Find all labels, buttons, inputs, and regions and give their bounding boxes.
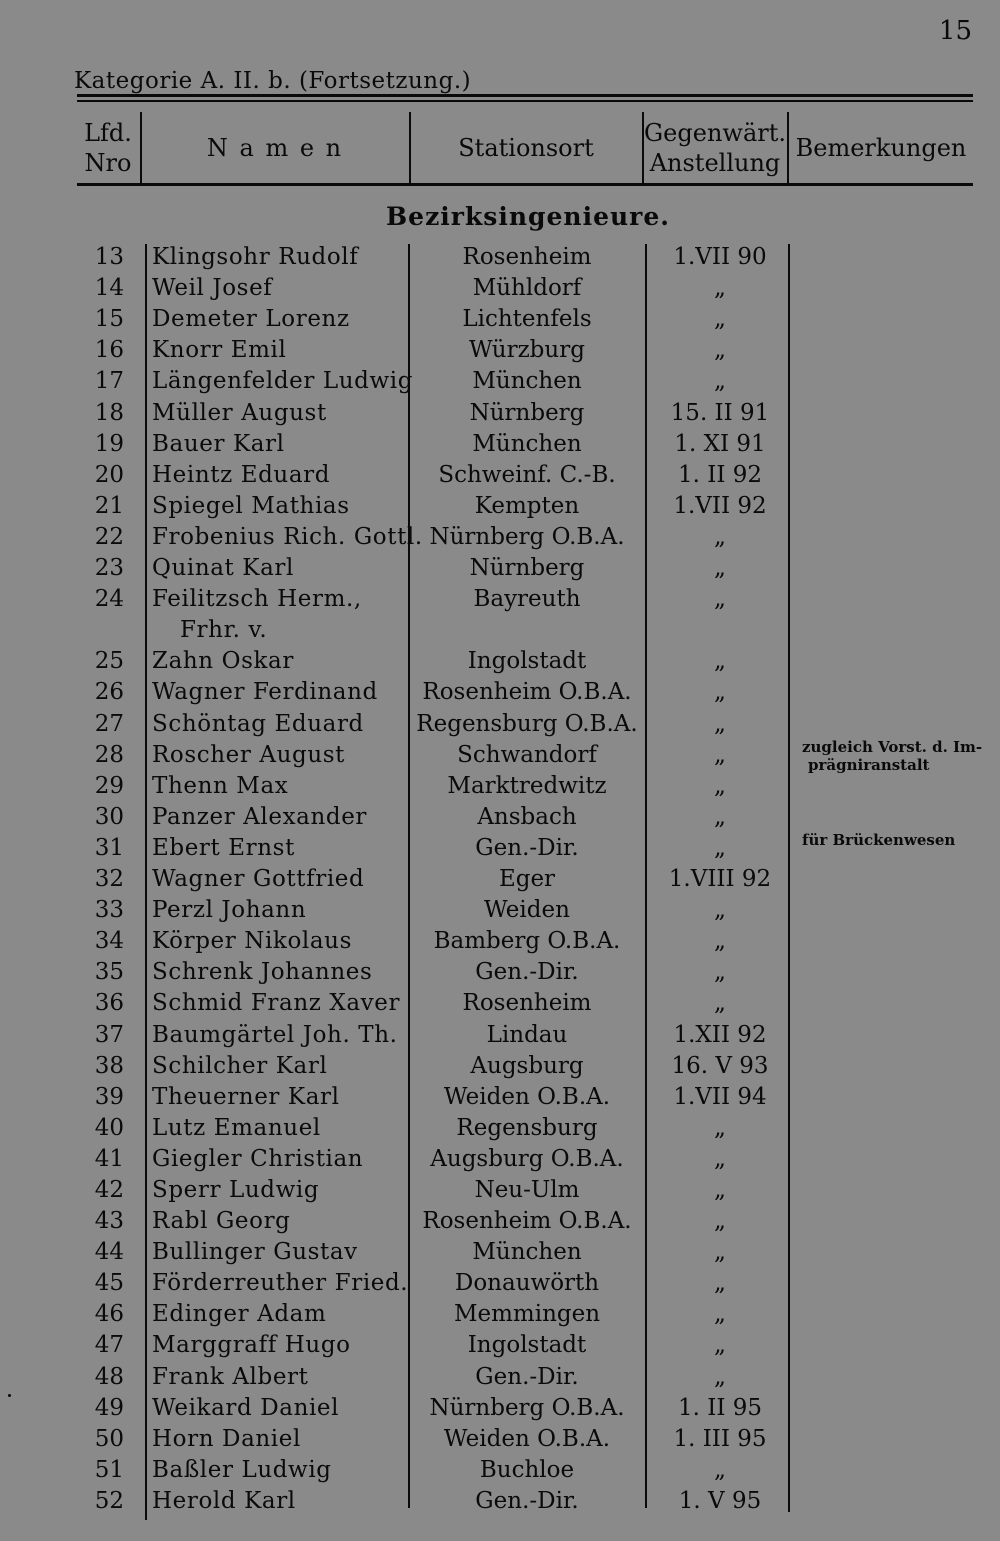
table-row: [0, 491, 1000, 522]
category-caption: Kategorie A. II. b. (Fortsetzung.): [74, 68, 472, 94]
row-station: Bamberg O.B.A.: [433, 928, 621, 954]
row-date: „: [714, 679, 726, 705]
row-number: 42: [94, 1177, 124, 1203]
header-date: [644, 112, 786, 184]
header-name: N a m e n: [206, 134, 344, 162]
row-station: Gen.-Dir.: [475, 1488, 579, 1514]
row-station: Mühldorf: [472, 275, 582, 301]
table-row: [0, 677, 1000, 708]
row-name: Bullinger Gustav: [152, 1239, 358, 1265]
row-number: 22: [94, 524, 124, 550]
table-row: [0, 1144, 1000, 1175]
table-row: [0, 709, 1000, 740]
row-station: München: [472, 368, 582, 394]
table-row: [0, 1299, 1000, 1330]
row-date: „: [714, 306, 726, 332]
row-name: Perzl Johann: [152, 897, 307, 923]
row-station: Weiden: [484, 897, 570, 923]
row-number: 50: [94, 1426, 124, 1452]
row-station: Gen.-Dir.: [475, 1364, 579, 1390]
row-station: Marktredwitz: [447, 773, 607, 799]
margin-speck: [8, 1394, 11, 1397]
row-name: Bauer Karl: [152, 431, 285, 457]
table-row: [0, 1082, 1000, 1113]
table-row: [0, 1020, 1000, 1051]
row-number: 15: [94, 306, 124, 332]
row-date: „: [714, 1146, 726, 1172]
row-remark-continued: prägniranstalt: [808, 756, 930, 774]
row-date: „: [714, 555, 726, 581]
row-name: Weikard Daniel: [152, 1395, 340, 1421]
row-name: Thenn Max: [152, 773, 289, 799]
row-date: 1.VII 92: [673, 493, 767, 519]
row-number: 18: [94, 400, 124, 426]
table-row: [0, 1268, 1000, 1299]
header-nr-line1: Lfd.: [84, 119, 132, 147]
row-date: 16. V 93: [671, 1053, 769, 1079]
row-number: 20: [94, 462, 124, 488]
row-date: 1.VIII 92: [668, 866, 772, 892]
row-name: Demeter Lorenz: [152, 306, 350, 332]
header-station: Stationsort: [458, 134, 594, 162]
table-row: [0, 304, 1000, 335]
row-number: 47: [94, 1332, 124, 1358]
table-row: [0, 273, 1000, 304]
row-date: 1.VII 94: [673, 1084, 767, 1110]
row-name: Baumgärtel Joh. Th.: [152, 1022, 398, 1048]
row-station: Nürnberg O.B.A.: [429, 524, 625, 550]
row-name: Lutz Emanuel: [152, 1115, 321, 1141]
table-row: [0, 460, 1000, 491]
row-number: 32: [94, 866, 124, 892]
row-number: 48: [94, 1364, 124, 1390]
row-station: Würzburg: [469, 337, 585, 363]
row-date: „: [714, 368, 726, 394]
row-station: Neu-Ulm: [474, 1177, 580, 1203]
row-name: Schmid Franz Xaver: [152, 990, 401, 1016]
table-row: [0, 1486, 1000, 1517]
row-name: Zahn Oskar: [152, 648, 294, 674]
row-station: Regensburg: [456, 1115, 598, 1141]
row-number: 24: [94, 586, 124, 612]
row-date: „: [714, 1301, 726, 1327]
row-station: Nürnberg O.B.A.: [429, 1395, 625, 1421]
row-number: 35: [94, 959, 124, 985]
table-row: [0, 646, 1000, 677]
section-title: Bezirksingenieure.: [386, 202, 670, 231]
row-number: 26: [94, 679, 124, 705]
row-name: Panzer Alexander: [152, 804, 368, 830]
row-name: Frank Albert: [152, 1364, 309, 1390]
row-station: Schwandorf: [457, 742, 597, 768]
row-date: „: [714, 1115, 726, 1141]
table-row: [0, 1424, 1000, 1455]
row-station: Weiden O.B.A.: [443, 1426, 611, 1452]
row-date: „: [714, 897, 726, 923]
row-name: Ebert Ernst: [152, 835, 295, 861]
row-number: 39: [94, 1084, 124, 1110]
row-name: Edinger Adam: [152, 1301, 327, 1327]
row-name: Baßler Ludwig: [152, 1457, 332, 1483]
row-number: 25: [94, 648, 124, 674]
row-number: 38: [94, 1053, 124, 1079]
row-date: „: [714, 804, 726, 830]
row-station: München: [472, 1239, 582, 1265]
row-station: Memmingen: [453, 1301, 601, 1327]
table-row: [0, 1393, 1000, 1424]
row-name: Förderreuther Fried.: [152, 1270, 409, 1296]
row-date: „: [714, 990, 726, 1016]
row-name: Spiegel Mathias: [152, 493, 350, 519]
row-name: Giegler Christian: [152, 1146, 364, 1172]
row-name: Knorr Emil: [152, 337, 287, 363]
row-date: „: [714, 275, 726, 301]
row-station: Bayreuth: [473, 586, 581, 612]
row-station: Nürnberg: [469, 555, 585, 581]
row-station: Buchloe: [479, 1457, 575, 1483]
row-station: Eger: [498, 866, 556, 892]
row-name: Heintz Eduard: [152, 462, 331, 488]
row-station: Augsburg O.B.A.: [430, 1146, 624, 1172]
table-row: [0, 366, 1000, 397]
row-number: 40: [94, 1115, 124, 1141]
row-station: Rosenheim: [462, 990, 592, 1016]
row-date: 1. II 92: [677, 462, 762, 488]
row-name: Längenfelder Ludwig: [152, 368, 414, 394]
row-number: 37: [94, 1022, 124, 1048]
row-date: „: [714, 1332, 726, 1358]
row-number: 44: [94, 1239, 124, 1265]
row-number: 29: [94, 773, 124, 799]
table-row: [0, 771, 1000, 802]
row-date: „: [714, 524, 726, 550]
row-name: Weil Josef: [152, 275, 273, 301]
row-name: Horn Daniel: [152, 1426, 301, 1452]
row-date: 1. II 95: [677, 1395, 762, 1421]
row-number: 28: [94, 742, 124, 768]
row-name: Herold Karl: [152, 1488, 296, 1514]
row-date: „: [714, 1270, 726, 1296]
table-row: [0, 926, 1000, 957]
row-station: Lindau: [486, 1022, 568, 1048]
row-station: Rosenheim: [462, 244, 592, 270]
row-number: 33: [94, 897, 124, 923]
row-number: 30: [94, 804, 124, 830]
table-row: [0, 429, 1000, 460]
row-name: Theuerner Karl: [152, 1084, 340, 1110]
row-number: 23: [94, 555, 124, 581]
table-row: [0, 864, 1000, 895]
table-row: [0, 895, 1000, 926]
row-station: Ingolstadt: [467, 648, 587, 674]
row-name: Roscher August: [152, 742, 345, 768]
row-date: „: [714, 337, 726, 363]
row-station: Donauwörth: [454, 1270, 600, 1296]
row-station: Rosenheim O.B.A.: [422, 1208, 632, 1234]
row-name: Feilitzsch Herm.,: [152, 586, 362, 612]
row-number: 41: [94, 1146, 124, 1172]
row-number: 21: [94, 493, 124, 519]
row-name: Schöntag Eduard: [152, 711, 364, 737]
row-number: 52: [94, 1488, 124, 1514]
row-date: 1. III 95: [673, 1426, 767, 1452]
row-date: „: [714, 959, 726, 985]
table-row: [0, 833, 1000, 864]
row-name: Körper Nikolaus: [152, 928, 352, 954]
table-row: [0, 738, 1000, 774]
row-date: 1.XII 92: [673, 1022, 767, 1048]
row-name: Frobenius Rich. Gottl.: [152, 524, 423, 550]
row-station: Ansbach: [477, 804, 577, 830]
row-name: Schrenk Johannes: [152, 959, 373, 985]
table-row: [0, 1455, 1000, 1486]
row-station: Schweinf. C.-B.: [438, 462, 616, 488]
row-number: 46: [94, 1301, 124, 1327]
row-date: „: [714, 773, 726, 799]
header-date-line2: Anstellung: [649, 149, 781, 177]
row-name: Wagner Ferdinand: [152, 679, 378, 705]
header-nr: [78, 112, 138, 184]
table-row: [0, 1051, 1000, 1082]
row-name-continued: Frhr. v.: [180, 617, 268, 643]
row-station: Lichtenfels: [462, 306, 592, 332]
row-station: Weiden O.B.A.: [443, 1084, 611, 1110]
row-date: „: [714, 1177, 726, 1203]
row-station: Nürnberg: [469, 400, 585, 426]
row-date: „: [714, 711, 726, 737]
row-name: Marggraff Hugo: [152, 1332, 351, 1358]
header-date-line1: Gegenwärt.: [644, 119, 786, 147]
row-name: Quinat Karl: [152, 555, 294, 581]
row-date: 1. XI 91: [674, 431, 766, 457]
row-number: 13: [94, 244, 124, 270]
row-number: 31: [94, 835, 124, 861]
row-station: Gen.-Dir.: [475, 835, 579, 861]
row-station: München: [472, 431, 582, 457]
header-nr-line2: Nro: [84, 149, 132, 177]
row-number: 43: [94, 1208, 124, 1234]
table-row: [0, 988, 1000, 1019]
table-row: [0, 1237, 1000, 1268]
row-number: 17: [94, 368, 124, 394]
table-row: [0, 1206, 1000, 1237]
table-row: [0, 522, 1000, 553]
table-row: [0, 553, 1000, 584]
row-date: „: [714, 1457, 726, 1483]
row-number: 36: [94, 990, 124, 1016]
row-number: 19: [94, 431, 124, 457]
row-number: 51: [94, 1457, 124, 1483]
header-bottom-rule: [77, 183, 973, 186]
row-date: 1.VII 90: [673, 244, 767, 270]
row-name: Klingsohr Rudolf: [152, 244, 359, 270]
row-date: „: [714, 835, 726, 861]
row-date: 1. V 95: [678, 1488, 762, 1514]
page-number: 15: [938, 16, 972, 46]
row-date: „: [714, 1208, 726, 1234]
row-date: „: [714, 928, 726, 954]
row-remark: zugleich Vorst. d. Im-: [802, 738, 983, 756]
row-station: Ingolstadt: [467, 1332, 587, 1358]
row-station: Regensburg O.B.A.: [416, 711, 638, 737]
row-number: 14: [94, 275, 124, 301]
row-name: Schilcher Karl: [152, 1053, 328, 1079]
row-number: 16: [94, 337, 124, 363]
row-remark: für Brückenwesen: [802, 831, 956, 849]
row-station: Rosenheim O.B.A.: [422, 679, 632, 705]
table-row: [0, 335, 1000, 366]
row-station: Gen.-Dir.: [475, 959, 579, 985]
row-date: „: [714, 1239, 726, 1265]
row-date: „: [714, 586, 726, 612]
row-number: 27: [94, 711, 124, 737]
top-rule-thin: [77, 100, 973, 102]
row-name: Rabl Georg: [152, 1208, 291, 1234]
row-name: Sperr Ludwig: [152, 1177, 320, 1203]
table-row: [0, 1362, 1000, 1393]
row-date: „: [714, 648, 726, 674]
table-row: [0, 1175, 1000, 1206]
row-date: „: [714, 1364, 726, 1390]
row-number: 45: [94, 1270, 124, 1296]
row-date: 15. II 91: [670, 400, 770, 426]
row-station: Augsburg: [470, 1053, 584, 1079]
row-number: 49: [94, 1395, 124, 1421]
row-name: Müller August: [152, 400, 327, 426]
header-remarks: Bemerkungen: [795, 134, 967, 162]
table-row: [0, 957, 1000, 988]
table-row: [0, 1330, 1000, 1361]
row-number: 34: [94, 928, 124, 954]
top-rule: [77, 94, 973, 97]
table-row: [0, 584, 1000, 615]
table-row: [0, 398, 1000, 429]
row-name: Wagner Gottfried: [152, 866, 365, 892]
table-row: [0, 242, 1000, 273]
table-row: [0, 802, 1000, 833]
row-date: „: [714, 742, 726, 768]
table-row: [0, 1113, 1000, 1144]
row-station: Kempten: [474, 493, 580, 519]
